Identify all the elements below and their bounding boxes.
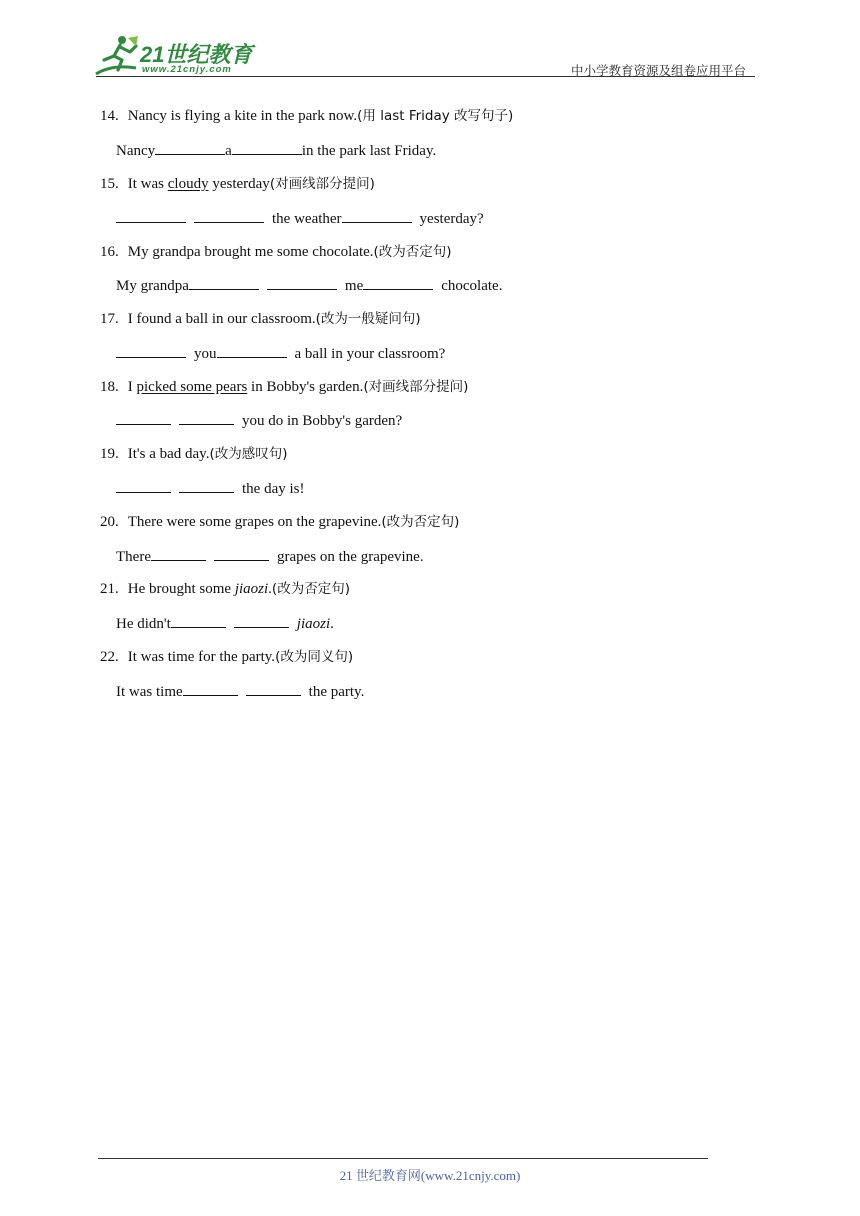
answer-text: He didn't	[116, 616, 171, 632]
answer-text: My grandpa	[116, 278, 189, 294]
answer-15	[116, 208, 484, 229]
answer-text: .	[330, 616, 334, 632]
question-instruction: (改为感叹句)	[209, 446, 288, 462]
question-text: It was	[127, 176, 168, 192]
question-text: It was time for the party.	[127, 649, 276, 665]
answer-blank[interactable]	[217, 343, 287, 358]
answer-blank[interactable]	[151, 546, 206, 561]
answer-text: Nancy	[116, 143, 156, 159]
answer-text: It was time	[116, 684, 183, 700]
question-17	[100, 309, 421, 329]
question-number: 15.	[100, 176, 119, 192]
question-15	[100, 174, 375, 194]
runner-logo-icon	[92, 34, 140, 78]
answer-blank[interactable]	[179, 478, 234, 493]
question-text: He brought some	[127, 581, 235, 597]
answer-blank[interactable]	[189, 275, 259, 290]
question-16	[100, 242, 452, 262]
answer-text: There	[116, 549, 151, 565]
question-14	[100, 106, 513, 126]
answer-21	[116, 613, 334, 634]
site-logo[interactable]	[92, 34, 262, 78]
page-header	[0, 0, 860, 80]
answer-text: in the park last Friday.	[301, 143, 437, 159]
answer-text: you do in Bobby's garden?	[242, 413, 403, 429]
answer-blank[interactable]	[232, 140, 302, 155]
question-number: 17.	[100, 311, 119, 327]
footer-link[interactable]: 21 世纪教育网(www.21cnjy.com)	[339, 1168, 521, 1183]
question-22	[100, 647, 353, 667]
answer-blank[interactable]	[183, 681, 238, 696]
underlined-phrase: picked some pears	[136, 379, 248, 395]
answer-blank[interactable]	[246, 681, 301, 696]
question-21	[100, 579, 350, 599]
footer-divider	[98, 1158, 708, 1159]
answer-blank[interactable]	[234, 613, 289, 628]
answer-text: you	[194, 346, 217, 362]
question-number: 19.	[100, 446, 119, 462]
question-text: I found a ball in our classroom.	[127, 311, 316, 327]
question-instruction: (改为否定句)	[373, 244, 452, 260]
question-instruction: (对画线部分提问)	[269, 176, 375, 192]
question-instruction: (用 last Friday 改写句子)	[357, 108, 514, 124]
answer-blank[interactable]	[116, 208, 186, 223]
logo-url: www.21cnjy.com	[142, 64, 232, 75]
underlined-phrase: cloudy	[167, 176, 209, 192]
answer-blank[interactable]	[214, 546, 269, 561]
answer-blank[interactable]	[155, 140, 225, 155]
question-18	[100, 377, 468, 397]
answer-blank[interactable]	[116, 343, 186, 358]
header-divider	[96, 76, 755, 77]
answer-text: the day is!	[242, 481, 305, 497]
answer-text: a ball in your classroom?	[294, 346, 446, 362]
answer-text: yesterday?	[419, 211, 484, 227]
question-instruction: (改为同义句)	[275, 649, 354, 665]
question-instruction: (改为一般疑问句)	[315, 311, 421, 327]
answer-blank[interactable]	[342, 208, 412, 223]
answer-text: the party.	[308, 684, 365, 700]
answer-17	[116, 343, 445, 364]
question-20	[100, 512, 459, 532]
question-text: I	[127, 379, 137, 395]
platform-title: 中小学教育资源及组卷应用平台	[571, 63, 747, 78]
question-text: in Bobby's garden.	[247, 379, 364, 395]
answer-text: me	[344, 278, 364, 294]
question-text: .	[268, 581, 272, 597]
question-text: It's a bad day.	[127, 446, 210, 462]
answer-text: jiaozi	[296, 616, 331, 632]
answer-text: the weather	[272, 211, 342, 227]
answer-18	[116, 410, 402, 431]
answer-blank[interactable]	[116, 410, 171, 425]
question-number: 14.	[100, 108, 119, 124]
answer-blank[interactable]	[171, 613, 226, 628]
question-number: 22.	[100, 649, 119, 665]
question-text: There were some grapes on the grapevine.	[127, 514, 382, 530]
answer-blank[interactable]	[116, 478, 171, 493]
question-number: 20.	[100, 514, 119, 530]
answer-19	[116, 478, 304, 499]
answer-blank[interactable]	[363, 275, 433, 290]
answer-22	[116, 681, 364, 702]
answer-blank[interactable]	[179, 410, 234, 425]
question-number: 18.	[100, 379, 119, 395]
answer-text: grapes on the grapevine.	[276, 549, 424, 565]
answer-20	[116, 546, 424, 567]
answer-16	[116, 275, 502, 296]
question-instruction: (改为否定句)	[271, 581, 350, 597]
answer-blank[interactable]	[267, 275, 337, 290]
question-text: yesterday	[208, 176, 270, 192]
logo-wordmark: 21世纪教育	[140, 42, 253, 67]
answer-14	[116, 140, 436, 161]
question-instruction: (对画线部分提问)	[363, 379, 469, 395]
answer-text: a	[225, 143, 232, 159]
question-number: 16.	[100, 244, 119, 260]
answer-text: chocolate.	[441, 278, 503, 294]
italic-word: jiaozi	[234, 581, 269, 597]
question-number: 21.	[100, 581, 119, 597]
question-instruction: (改为否定句)	[381, 514, 460, 530]
question-19	[100, 444, 288, 464]
question-text: My grandpa brought me some chocolate.	[127, 244, 374, 260]
question-text: Nancy is flying a kite in the park now.	[127, 108, 358, 124]
answer-blank[interactable]	[194, 208, 264, 223]
